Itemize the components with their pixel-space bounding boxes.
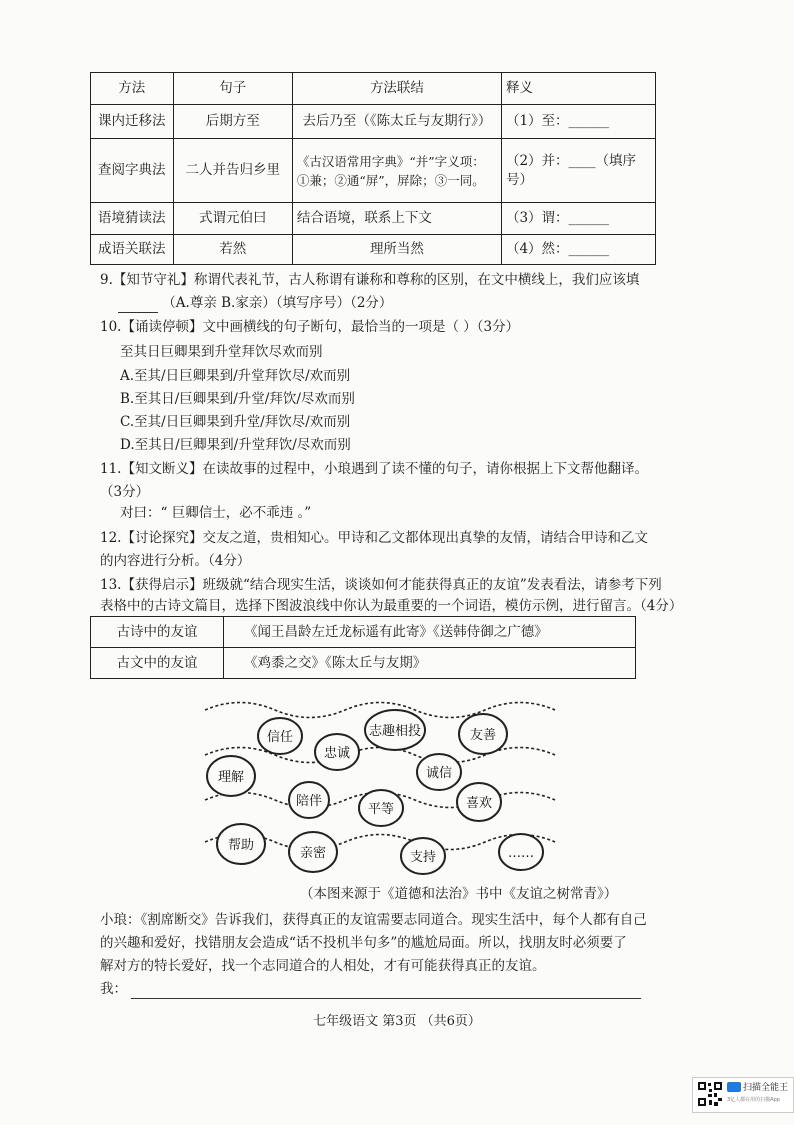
cell-method: 语境猜读法 [91,203,174,235]
cell-meaning: （2）并：____（填序号） [501,139,655,203]
diagram-caption: （本图来源于《道德和法治》书中《友谊之树常青》） [300,886,618,902]
example-line3: 解对方的特长爱好，找一个志同道合的人相处，才有可能获得真正的友谊。 [100,958,546,974]
q9-line2: （A.尊亲 B.家亲）（填写序号）（2分） [118,293,392,313]
cell-link: 结合语境，联系上下文 [292,203,501,235]
q10-option-b: B.至其日/巨卿果到/升堂/拜饮/尽欢而别 [120,391,355,407]
cell-sentence: 二人并告归乡里 [173,139,292,203]
word-lijie: 理解 [217,770,245,785]
q13-line2: 表格中的古诗文篇目，选择下图波浪线中你认为最重要的一个词语，模仿示例，进行留言。（4分） [100,598,683,614]
me-answer-row [100,979,641,999]
qr-code-icon [697,1081,723,1107]
q11-line1: 11.【知文断义】在读故事的过程中，小琅遇到了读不懂的句子，请你根据上下文帮他翻译。 [100,461,648,477]
cell-sentence: 若然 [173,235,292,265]
cell-link: 理所当然 [292,235,501,265]
q11-line3: 对曰：“ 巨卿信士，必不乖违 。” [120,505,312,521]
word-peiban: 陪伴 [295,794,323,809]
q9-answer-blank[interactable] [118,312,158,313]
cell-sentence: 后期方至 [173,105,292,139]
cell-meaning: （1）至：______ [501,105,655,139]
cell-titles: 《闻王昌龄左迁龙标遥有此寄》《送韩侍御之广德》 [224,617,636,648]
q13-line1: 13.【获得启示】班级就“结合现实生活，谈谈如何才能获得真正的友谊”发表看法，请参考下列 [100,577,662,593]
word-xinren: 信任 [266,730,294,745]
cell-category: 古诗中的友谊 [91,617,224,648]
q10-option-a: A.至其/日巨卿果到/升堂拜饮尽/欢而别 [120,368,351,384]
cell-meaning: （4）然：______ [501,235,655,265]
word-qinmi: 亲密 [299,846,327,861]
me-answer-blank[interactable] [131,998,641,999]
word-zhiqu: 志趣相投 [368,724,422,739]
example-line1: 小琅：《割席断交》告诉我们，获得真正的友谊需要志同道合。现实生活中，每个人都有自己 [100,912,647,928]
q10-line1: 10.【诵读停顿】文中画横线的句子断句，最恰当的一项是（ ）（3分） [100,319,520,335]
cell-sentence: 式谓元伯曰 [173,203,292,235]
method-table [90,72,656,265]
word-zhichi: 支持 [409,850,437,865]
q10-option-d: D.至其日/巨卿果到/升堂拜饮/尽欢而别 [120,437,351,453]
cell-link: 去后乃至（《陈太丘与友期行》） [292,105,501,139]
header-meaning: 释义 [501,73,655,105]
q9-line1: 9.【知节守礼】称谓代表礼节，古人称谓有谦称和尊称的区别，在文中横线上，我们应该填 [100,272,640,288]
wave-line-2 [205,748,555,763]
friendship-wave-diagram [195,690,565,880]
example-line2: 的兴趣和爱好，找错朋友会造成“话不投机半句多”的尴尬局面。所以，找朋友时必须要了 [100,935,627,951]
cell-category: 古文中的友谊 [91,648,224,679]
friendship-table [90,616,636,679]
cell-titles: 《鸡黍之交》《陈太丘与友期》 [224,648,636,679]
q10-sentence: 至其日巨卿果到升堂拜饮尽欢而别 [120,344,323,360]
me-label: 我： [100,981,127,997]
word-pingdeng: 平等 [367,802,395,817]
cell-link: 《古汉语常用字典》“并”字义项：①兼；②通“屏”，屏除；③一同。 [292,139,501,203]
cell-method: 成语关联法 [91,235,174,265]
stamp-text: 扫描全能王 [743,1083,789,1093]
scanner-stamp [692,1077,794,1113]
q10-option-c: C.至其/日巨卿果到升堂/拜饮尽/欢而别 [120,414,351,430]
word-xihuan: 喜欢 [465,796,493,811]
page-footer: 七年级语文 第3页 （共6页） [313,1014,481,1029]
word-youshan: 友善 [469,728,497,743]
word-chengxin: 诚信 [425,766,453,781]
q11-line2: （3分） [100,484,150,500]
header-sentence: 句子 [173,73,292,105]
word-zhongcheng: 忠诚 [323,746,351,761]
header-link: 方法联结 [292,73,501,105]
word-etc: …… [508,846,534,861]
cell-meaning: （3）谓：______ [501,203,655,235]
cs-logo-icon [727,1082,741,1092]
cell-method: 课内迁移法 [91,105,174,139]
q12-line1: 12.【讨论探究】交友之道，贵相知心。甲诗和乙文都体现出真挚的友情，请结合甲诗和乙文 [100,530,648,546]
cell-method: 查阅字典法 [91,139,174,203]
word-bangzhu: 帮助 [227,838,255,853]
header-method: 方法 [91,73,174,105]
stamp-subtext: 3亿人都在用的扫描App [727,1097,780,1103]
q12-line2: 的内容进行分析。（4分） [100,553,251,569]
